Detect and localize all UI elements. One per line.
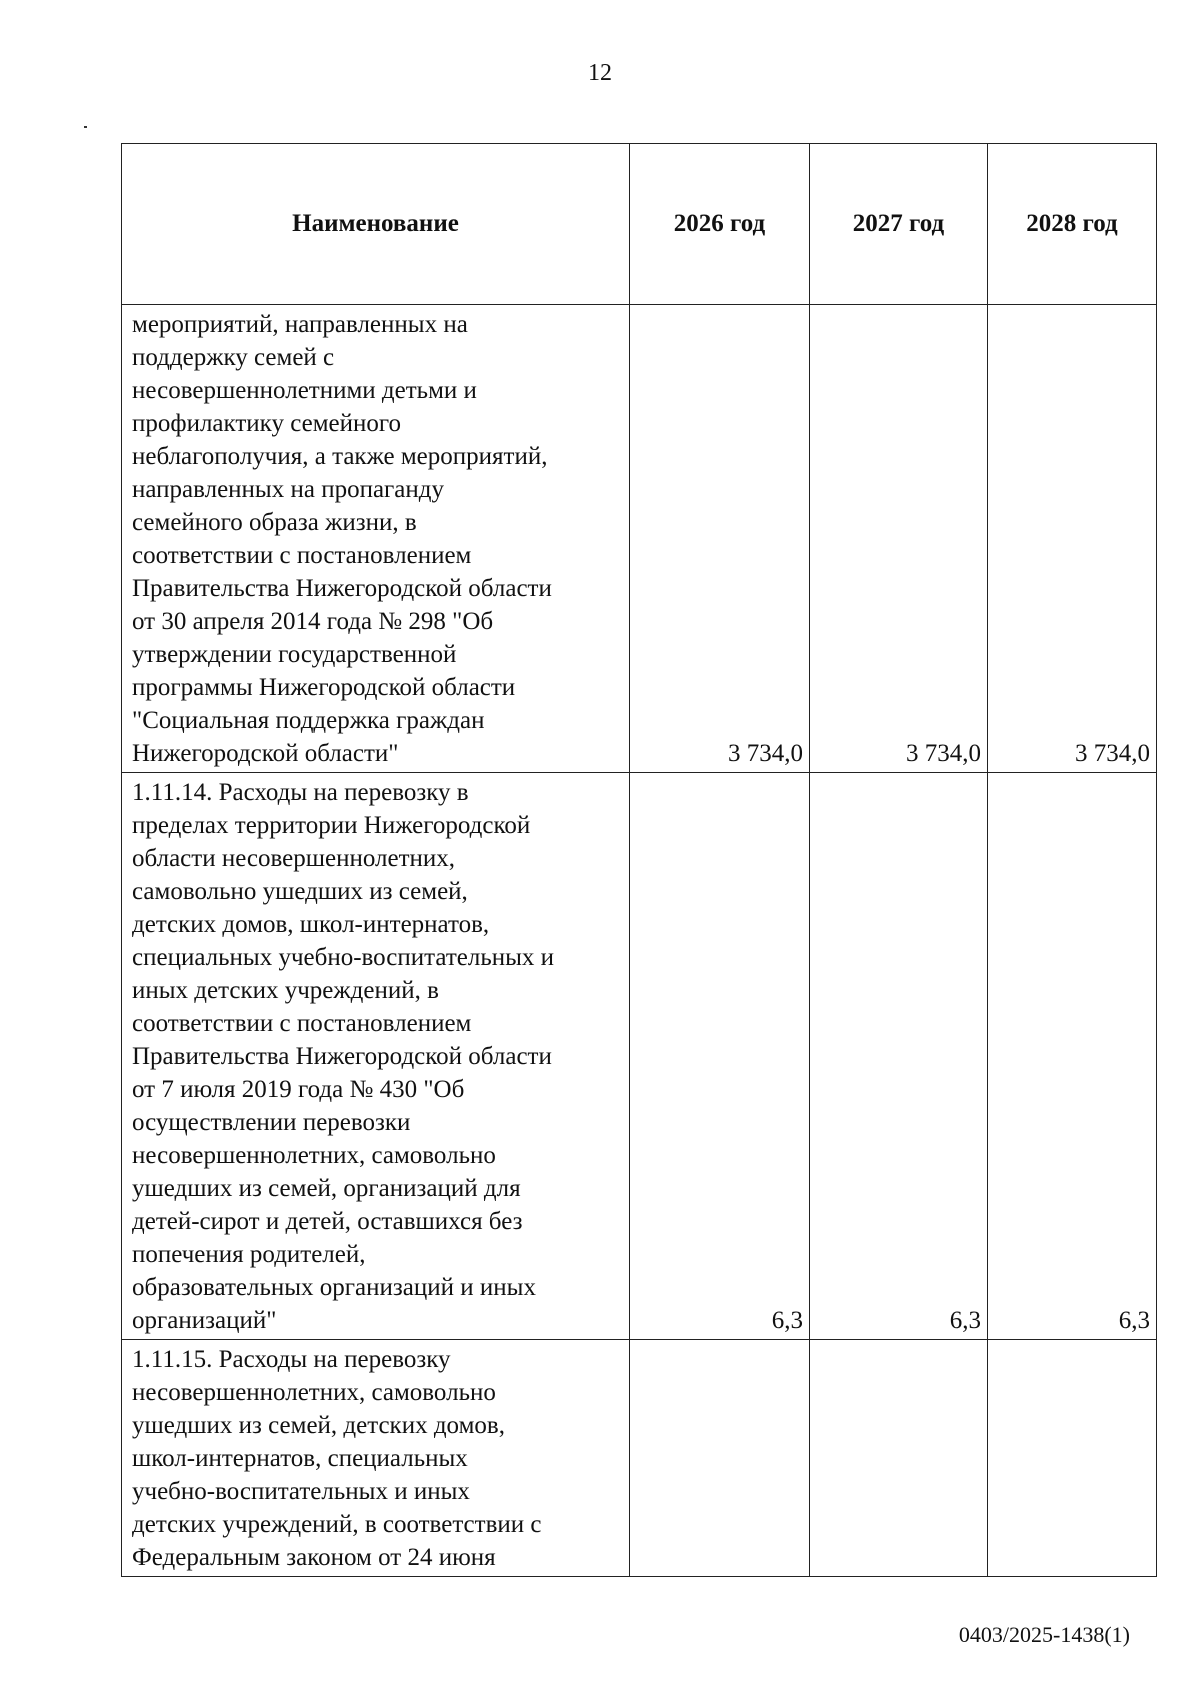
row-value-2026: 3 734,0 — [630, 305, 810, 773]
header-year-2027: 2027 год — [810, 144, 988, 305]
row-value-2027: 6,3 — [810, 773, 988, 1340]
row-value-2027: 3 734,0 — [810, 305, 988, 773]
page-number: 12 — [588, 60, 612, 86]
row-name: мероприятий, направленных на поддержку семей с несовершеннолетними детьми и профилактику семейного неблагополучия, а также мероприятий, направленных на пропаганду семейного образа жизни, в соответствии с постановлением Правительства Нижегородской области от 30 апреля 2014 года № 298 "Об утверждении государственной программы Нижегородской области "Социальная поддержка граждан Нижегородской области" — [122, 305, 630, 773]
row-value-2026 — [630, 1340, 810, 1577]
header-name: Наименование — [122, 144, 630, 305]
header-year-2026: 2026 год — [630, 144, 810, 305]
table-row — [122, 1340, 1157, 1577]
document-code: 0403/2025-1438(1) — [958, 1622, 1130, 1647]
header-year-2028: 2028 год — [988, 144, 1157, 305]
row-value-2028: 3 734,0 — [988, 305, 1157, 773]
table-row — [122, 305, 1157, 773]
scan-speck — [84, 126, 87, 128]
budget-table — [121, 143, 1157, 1577]
table-header-row — [122, 144, 1157, 305]
row-value-2028 — [988, 1340, 1157, 1577]
row-value-2027 — [810, 1340, 988, 1577]
row-value-2028: 6,3 — [988, 773, 1157, 1340]
row-name: 1.11.15. Расходы на перевозку несовершеннолетних, самовольно ушедших из семей, детских домов, школ-интернатов, специальных учебно-воспитательных и иных детских учреждений, в соответствии с Федеральным законом от 24 июня — [122, 1340, 630, 1577]
table-row — [122, 773, 1157, 1340]
row-name: 1.11.14. Расходы на перевозку в пределах территории Нижегородской области несовершеннолетних, самовольно ушедших из семей, детских домов, школ-интернатов, специальных учебно-воспитательных и иных детских учреждений, в соответствии с постановлением Правительства Нижегородской области от 7 июля 2019 года № 430 "Об осуществлении перевозки несовершеннолетних, самовольно ушедших из семей, организаций для детей-сирот и детей, оставшихся без попечения родителей, образовательных организаций и иных организаций" — [122, 773, 630, 1340]
row-value-2026: 6,3 — [630, 773, 810, 1340]
